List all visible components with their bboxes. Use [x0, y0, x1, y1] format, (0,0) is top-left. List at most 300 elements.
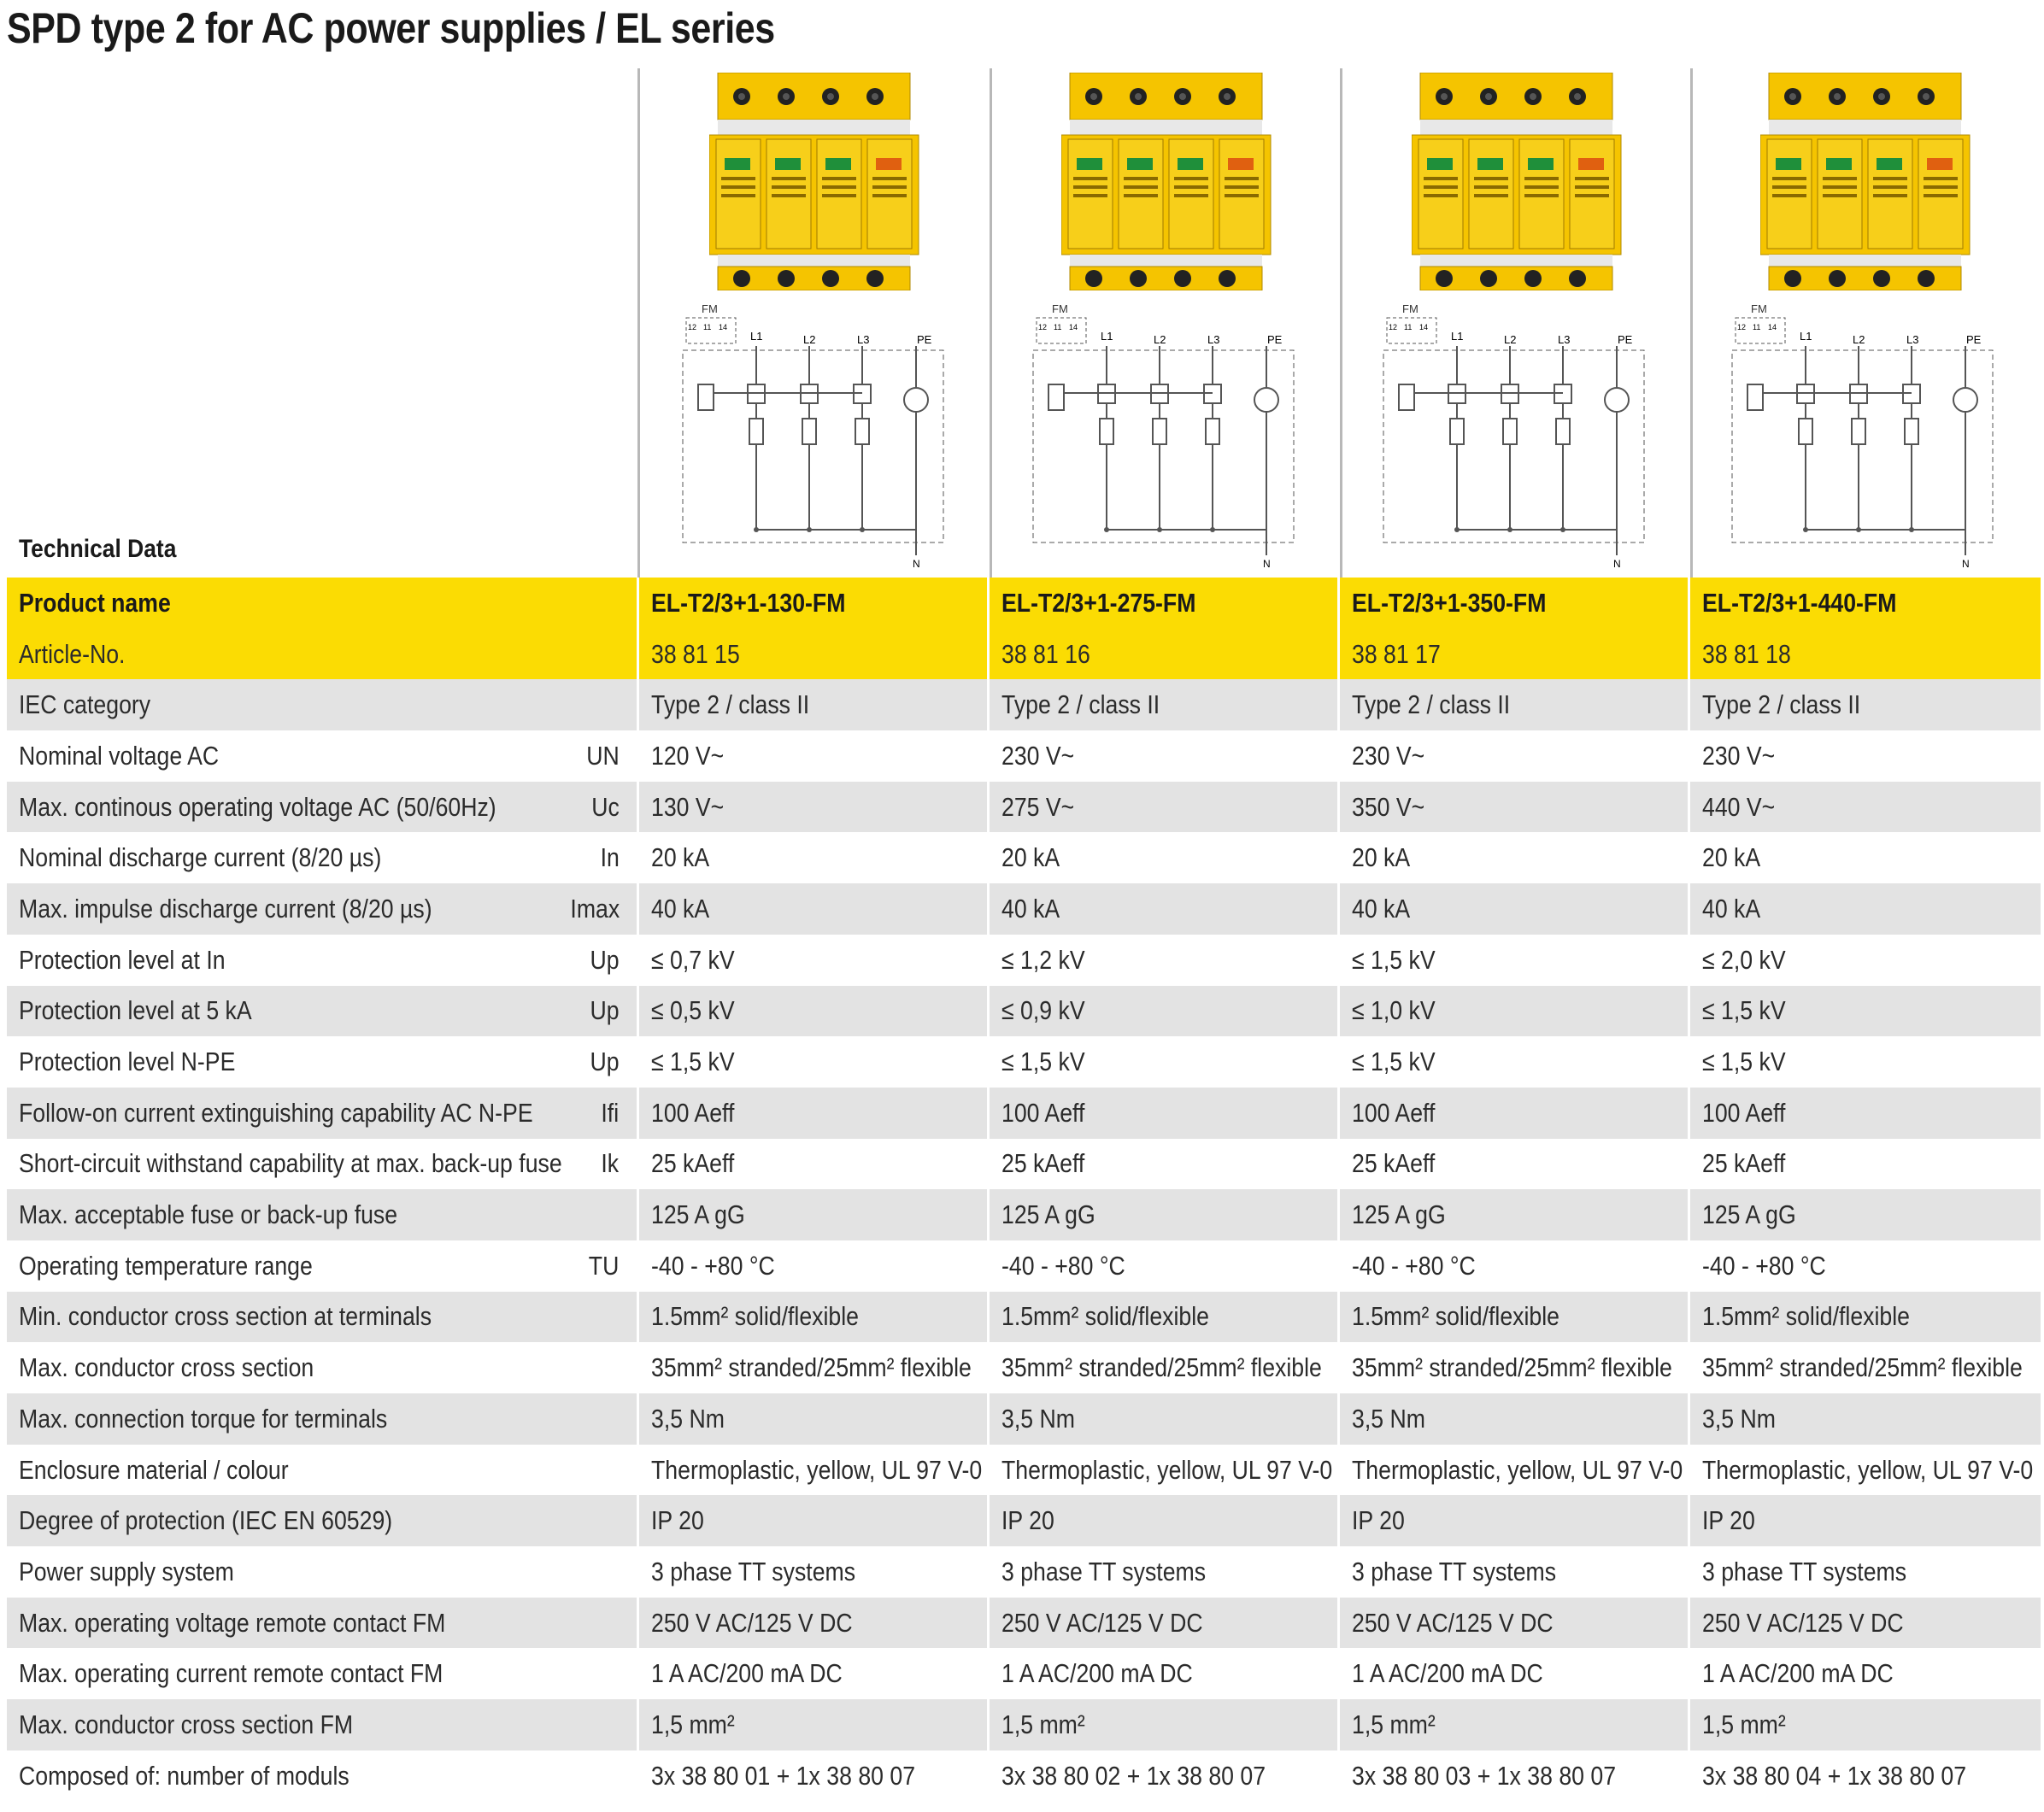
svg-text:N: N: [913, 558, 920, 568]
row-value-text: 120 V~: [650, 740, 724, 771]
row-label-text: IEC category: [19, 689, 151, 720]
row-symbol-text: Up: [590, 944, 620, 975]
row-symbol: [562, 986, 637, 1037]
row-value: [988, 986, 1338, 1037]
table-row: [7, 1495, 2041, 1546]
row-value-text: EL-T2/3+1-130-FM: [650, 587, 845, 618]
row-value: [1338, 730, 1689, 782]
svg-text:L3: L3: [1207, 333, 1220, 346]
row-symbol: [562, 832, 637, 883]
row-value-text: ≤ 0,9 kV: [1001, 995, 1085, 1026]
row-symbol: [562, 1240, 637, 1292]
row-value: [637, 1648, 988, 1699]
row-value-text: IP 20: [1701, 1505, 1755, 1536]
row-label-text: Follow-on current extinguishing capability AC N-PE: [19, 1097, 533, 1128]
row-label-text: Power supply system: [19, 1556, 234, 1586]
row-value-text: IP 20: [650, 1505, 704, 1536]
row-value: [1689, 1342, 2041, 1393]
svg-text:L1: L1: [1101, 330, 1113, 343]
svg-text:L3: L3: [857, 333, 870, 346]
row-value: [637, 730, 988, 782]
row-label-text: Nominal discharge current (8/20 µs): [19, 842, 382, 873]
table-row: [7, 1393, 2041, 1445]
row-value: [1338, 1598, 1689, 1649]
row-label: [7, 1445, 562, 1496]
row-value: [1689, 1240, 2041, 1292]
row-value-text: 1,5 mm²: [1351, 1709, 1436, 1739]
row-symbol: [562, 1495, 637, 1546]
table-row: [7, 1648, 2041, 1699]
row-value-text: 20 kA: [1001, 842, 1060, 873]
row-label: [7, 1088, 562, 1139]
row-label: [7, 1342, 562, 1393]
row-value: [1689, 629, 2041, 680]
row-value: [1338, 782, 1689, 833]
row-value-text: 230 V~: [1001, 740, 1074, 771]
row-label: [7, 832, 562, 883]
row-symbol: [562, 1393, 637, 1445]
row-value-text: 250 V AC/125 V DC: [1351, 1607, 1554, 1638]
row-value: [988, 1189, 1338, 1240]
row-value-text: ≤ 1,5 kV: [650, 1047, 735, 1077]
row-value-text: 125 A gG: [1001, 1199, 1095, 1230]
row-value-text: 1,5 mm²: [1701, 1709, 1786, 1739]
row-label: [7, 679, 562, 730]
table-row: [7, 1342, 2041, 1393]
row-label-text: Composed of: number of moduls: [19, 1760, 349, 1791]
row-value-text: Type 2 / class II: [1001, 689, 1160, 720]
row-value: [637, 1495, 988, 1546]
row-label-text: Article-No.: [19, 638, 126, 669]
row-value: [637, 1088, 988, 1139]
row-value: [1689, 578, 2041, 629]
svg-text:FM: FM: [1052, 302, 1068, 315]
technical-data-table: [7, 578, 2041, 1802]
row-value-text: 40 kA: [1001, 893, 1060, 924]
row-value: [1338, 1240, 1689, 1292]
row-value: [1689, 1598, 2041, 1649]
row-label-text: Protection level at In: [19, 944, 226, 975]
row-value-text: 38 81 16: [1001, 638, 1090, 669]
row-value: [1338, 1699, 1689, 1750]
row-value-text: 3x 38 80 02 + 1x 38 80 07: [1001, 1760, 1266, 1791]
row-value: [1689, 1088, 2041, 1139]
row-value-text: EL-T2/3+1-440-FM: [1701, 587, 1896, 618]
table-row: [7, 1546, 2041, 1598]
row-value: [988, 1342, 1338, 1393]
table-row: [7, 1036, 2041, 1088]
row-value-text: 1.5mm² solid/flexible: [1351, 1301, 1559, 1332]
row-label-text: Protection level at 5 kA: [19, 995, 252, 1026]
row-value-text: 3,5 Nm: [1701, 1403, 1776, 1434]
row-value: [1338, 1342, 1689, 1393]
row-value: [988, 679, 1338, 730]
table-row: [7, 1292, 2041, 1343]
row-value-text: 1,5 mm²: [1001, 1709, 1085, 1739]
row-symbol: [562, 730, 637, 782]
row-value: [1689, 1292, 2041, 1343]
row-value-text: 250 V AC/125 V DC: [1001, 1607, 1203, 1638]
svg-text:L2: L2: [1504, 333, 1517, 346]
row-value-text: 20 kA: [650, 842, 709, 873]
product-image-4: [1760, 73, 1974, 295]
row-value-text: 38 81 15: [650, 638, 740, 669]
row-value-text: 25 kAeff: [1001, 1148, 1084, 1179]
row-label: [7, 883, 562, 935]
row-label: [7, 629, 562, 680]
row-value: [988, 1292, 1338, 1343]
row-symbol: [562, 782, 637, 833]
svg-text:N: N: [1263, 558, 1271, 568]
column-divider: [1690, 68, 1693, 581]
row-value-text: ≤ 1,5 kV: [1001, 1047, 1085, 1077]
row-symbol: [562, 1546, 637, 1598]
svg-text:L3: L3: [1558, 333, 1571, 346]
row-value: [988, 1598, 1338, 1649]
row-value-text: 3 phase TT systems: [1351, 1556, 1556, 1586]
table-row: [7, 1598, 2041, 1649]
svg-text:PE: PE: [917, 333, 932, 346]
row-value-text: 125 A gG: [1701, 1199, 1796, 1230]
row-label-text: Max. operating current remote contact FM: [19, 1658, 443, 1689]
row-label: [7, 730, 562, 782]
row-label-text: Degree of protection (IEC EN 60529): [19, 1505, 393, 1536]
row-value: [988, 1546, 1338, 1598]
row-value: [637, 1342, 988, 1393]
section-label: Technical Data: [19, 535, 177, 563]
row-value-text: 1 A AC/200 mA DC: [1701, 1658, 1894, 1689]
table-row: [7, 1445, 2041, 1496]
row-value-text: 1 A AC/200 mA DC: [650, 1658, 843, 1689]
svg-text:11: 11: [703, 323, 712, 331]
row-value-text: 1.5mm² solid/flexible: [1701, 1301, 1910, 1332]
row-symbol-text: Uc: [590, 791, 620, 822]
row-symbol-text: Imax: [570, 893, 620, 924]
row-value: [637, 679, 988, 730]
row-symbol: [562, 629, 637, 680]
row-value: [1338, 1189, 1689, 1240]
row-label: [7, 1036, 562, 1088]
table-row: [7, 1189, 2041, 1240]
row-value: [1689, 782, 2041, 833]
row-label: [7, 782, 562, 833]
row-value: [1338, 1292, 1689, 1343]
row-label-text: Enclosure material / colour: [19, 1454, 289, 1485]
row-label-text: Max. impulse discharge current (8/20 µs): [19, 893, 432, 924]
row-value: [988, 883, 1338, 935]
row-symbol: [562, 935, 637, 986]
row-value: [988, 1750, 1338, 1802]
row-label: [7, 986, 562, 1037]
row-value-text: 230 V~: [1701, 740, 1775, 771]
row-value-text: 100 Aeff: [1351, 1097, 1435, 1128]
row-value: [1689, 1139, 2041, 1190]
row-value: [988, 1088, 1338, 1139]
row-value: [988, 1393, 1338, 1445]
row-symbol: [562, 1342, 637, 1393]
svg-text:L3: L3: [1906, 333, 1919, 346]
table-row: [7, 1240, 2041, 1292]
row-value: [1338, 629, 1689, 680]
row-symbol-text: UN: [585, 740, 620, 771]
row-value: [637, 1546, 988, 1598]
row-label-text: Short-circuit withstand capability at max. back-up fuse: [19, 1148, 562, 1179]
row-value-text: -40 - +80 °C: [650, 1250, 775, 1281]
row-value: [637, 1036, 988, 1088]
row-value: [988, 629, 1338, 680]
row-label: [7, 1495, 562, 1546]
row-value: [1689, 1648, 2041, 1699]
row-value-text: Type 2 / class II: [650, 689, 809, 720]
row-symbol-text: Ik: [601, 1148, 620, 1179]
row-value: [1689, 1750, 2041, 1802]
row-value-text: 1,5 mm²: [650, 1709, 735, 1739]
row-label-text: Max. acceptable fuse or back-up fuse: [19, 1199, 398, 1230]
svg-text:FM: FM: [1751, 302, 1767, 315]
row-value-text: 1 A AC/200 mA DC: [1351, 1658, 1543, 1689]
row-value: [1338, 1393, 1689, 1445]
row-value-text: 25 kAeff: [1351, 1148, 1435, 1179]
table-row: [7, 1139, 2041, 1190]
row-value-text: 3x 38 80 03 + 1x 38 80 07: [1351, 1760, 1616, 1791]
table-row: [7, 782, 2041, 833]
row-label: [7, 1189, 562, 1240]
row-value-text: 130 V~: [650, 791, 724, 822]
row-symbol: [562, 1445, 637, 1496]
row-value-text: 3 phase TT systems: [650, 1556, 855, 1586]
row-value-text: ≤ 1,2 kV: [1001, 944, 1085, 975]
row-value-text: 35mm² stranded/25mm² flexible: [1001, 1352, 1322, 1383]
row-value: [637, 832, 988, 883]
row-value-text: 35mm² stranded/25mm² flexible: [650, 1352, 972, 1383]
column-divider: [637, 68, 640, 581]
row-value-text: 20 kA: [1701, 842, 1760, 873]
row-symbol-text: Up: [590, 995, 620, 1026]
row-label: [7, 935, 562, 986]
row-value: [637, 1699, 988, 1750]
row-value: [1338, 832, 1689, 883]
row-value-text: ≤ 2,0 kV: [1701, 944, 1786, 975]
row-value: [1689, 1189, 2041, 1240]
row-label-text: Max. continous operating voltage AC (50/60Hz): [19, 791, 496, 822]
svg-text:N: N: [1962, 558, 1970, 568]
row-label: [7, 1546, 562, 1598]
row-value-text: ≤ 1,5 kV: [1351, 944, 1436, 975]
row-value: [637, 986, 988, 1037]
row-value: [1338, 578, 1689, 629]
row-value: [988, 1036, 1338, 1088]
row-symbol-text: TU: [588, 1250, 620, 1281]
row-label-text: Operating temperature range: [19, 1250, 313, 1281]
svg-text:14: 14: [1419, 323, 1429, 331]
table-row: [7, 1750, 2041, 1802]
table-row: [7, 986, 2041, 1037]
row-value-text: 3x 38 80 01 + 1x 38 80 07: [650, 1760, 915, 1791]
row-symbol-text: In: [600, 842, 620, 873]
row-value-text: 40 kA: [1701, 893, 1760, 924]
wiring-diagram-3: [1380, 299, 1662, 572]
row-value-text: ≤ 1,5 kV: [1351, 1047, 1436, 1077]
svg-text:14: 14: [719, 323, 728, 331]
row-label-text: Max. conductor cross section: [19, 1352, 314, 1383]
row-value: [637, 578, 988, 629]
row-value-text: Thermoplastic, yellow, UL 97 V-0: [1001, 1454, 1332, 1485]
row-value-text: IP 20: [1001, 1505, 1054, 1536]
svg-text:12: 12: [1389, 323, 1398, 331]
row-value-text: 1.5mm² solid/flexible: [1001, 1301, 1209, 1332]
row-value-text: 275 V~: [1001, 791, 1074, 822]
row-symbol: [562, 1750, 637, 1802]
row-value: [1689, 730, 2041, 782]
row-value-text: Thermoplastic, yellow, UL 97 V-0: [1701, 1454, 2033, 1485]
svg-text:FM: FM: [702, 302, 718, 315]
row-value: [1689, 935, 2041, 986]
row-value-text: Thermoplastic, yellow, UL 97 V-0: [650, 1454, 982, 1485]
row-value: [988, 1240, 1338, 1292]
table-row: [7, 1699, 2041, 1750]
svg-text:PE: PE: [1267, 333, 1283, 346]
row-value-text: -40 - +80 °C: [1001, 1250, 1125, 1281]
svg-text:12: 12: [688, 323, 697, 331]
row-value: [637, 1598, 988, 1649]
svg-text:PE: PE: [1966, 333, 1982, 346]
row-value: [988, 1445, 1338, 1496]
row-value-text: 100 Aeff: [1701, 1097, 1785, 1128]
row-symbol: [562, 1648, 637, 1699]
row-label: [7, 1292, 562, 1343]
row-value-text: ≤ 1,5 kV: [1701, 995, 1786, 1026]
row-label-text: Nominal voltage AC: [19, 740, 220, 771]
row-value: [1338, 883, 1689, 935]
row-label: [7, 1648, 562, 1699]
row-label: [7, 1393, 562, 1445]
row-label: [7, 578, 562, 629]
svg-text:14: 14: [1069, 323, 1078, 331]
row-value-text: 250 V AC/125 V DC: [1701, 1607, 1904, 1638]
row-value: [1689, 1699, 2041, 1750]
row-value: [1338, 1648, 1689, 1699]
row-label: [7, 1598, 562, 1649]
wiring-diagram-2: [1030, 299, 1312, 572]
row-value-text: -40 - +80 °C: [1701, 1250, 1826, 1281]
row-value: [1338, 1036, 1689, 1088]
column-divider: [990, 68, 992, 581]
row-value: [637, 935, 988, 986]
table-row: [7, 1088, 2041, 1139]
row-value: [1689, 1445, 2041, 1496]
row-value-text: 230 V~: [1351, 740, 1424, 771]
row-symbol: [562, 1189, 637, 1240]
row-value-text: 3x 38 80 04 + 1x 38 80 07: [1701, 1760, 1966, 1791]
row-value-text: 440 V~: [1701, 791, 1775, 822]
row-value-text: 3,5 Nm: [1351, 1403, 1425, 1434]
row-value: [1689, 1036, 2041, 1088]
row-value-text: 3 phase TT systems: [1001, 1556, 1206, 1586]
svg-text:L2: L2: [1154, 333, 1166, 346]
row-value: [1689, 883, 2041, 935]
table-row: [7, 679, 2041, 730]
row-value: [1689, 1495, 2041, 1546]
row-value: [1689, 1546, 2041, 1598]
row-value-text: 350 V~: [1351, 791, 1424, 822]
table-row: [7, 578, 2041, 629]
row-label: [7, 1699, 562, 1750]
row-value-text: Thermoplastic, yellow, UL 97 V-0: [1351, 1454, 1683, 1485]
svg-text:11: 11: [1054, 323, 1062, 331]
row-value-text: -40 - +80 °C: [1351, 1250, 1476, 1281]
row-value-text: 40 kA: [650, 893, 709, 924]
row-value-text: ≤ 0,5 kV: [650, 995, 735, 1026]
row-label-text: Protection level N-PE: [19, 1047, 236, 1077]
row-symbol: [562, 1699, 637, 1750]
row-value: [988, 1648, 1338, 1699]
row-value: [1338, 986, 1689, 1037]
row-value-text: EL-T2/3+1-275-FM: [1001, 587, 1195, 618]
row-label: [7, 1750, 562, 1802]
row-value: [988, 1699, 1338, 1750]
row-value: [637, 1240, 988, 1292]
row-value-text: 25 kAeff: [650, 1148, 734, 1179]
row-value: [1689, 1393, 2041, 1445]
row-value-text: 1 A AC/200 mA DC: [1001, 1658, 1193, 1689]
row-value-text: 3,5 Nm: [1001, 1403, 1075, 1434]
row-label-text: Max. conductor cross section FM: [19, 1709, 354, 1739]
table-row: [7, 730, 2041, 782]
row-value-text: 250 V AC/125 V DC: [650, 1607, 853, 1638]
svg-text:L1: L1: [750, 330, 763, 343]
svg-text:11: 11: [1404, 323, 1413, 331]
svg-text:L1: L1: [1451, 330, 1464, 343]
product-image-1: [709, 73, 923, 295]
svg-text:L2: L2: [1853, 333, 1865, 346]
row-value-text: 100 Aeff: [1001, 1097, 1084, 1128]
table-row: [7, 832, 2041, 883]
wiring-diagram-4: [1729, 299, 2011, 572]
row-value: [1338, 1546, 1689, 1598]
row-value-text: 38 81 17: [1351, 638, 1441, 669]
row-value-text: EL-T2/3+1-350-FM: [1351, 587, 1546, 618]
row-symbol-text: Ifi: [601, 1097, 620, 1128]
row-symbol: [562, 1036, 637, 1088]
row-symbol: [562, 1292, 637, 1343]
row-value-text: 40 kA: [1351, 893, 1410, 924]
row-value: [1338, 935, 1689, 986]
row-value-text: IP 20: [1351, 1505, 1405, 1536]
row-value-text: ≤ 1,0 kV: [1351, 995, 1436, 1026]
row-value: [637, 883, 988, 935]
row-value-text: ≤ 1,5 kV: [1701, 1047, 1786, 1077]
row-label-text: Product name: [19, 587, 171, 618]
row-value: [988, 1139, 1338, 1190]
row-value: [988, 782, 1338, 833]
row-value: [1338, 1088, 1689, 1139]
row-value: [1338, 1445, 1689, 1496]
row-label-text: Max. connection torque for terminals: [19, 1403, 388, 1434]
row-value: [1338, 1750, 1689, 1802]
row-symbol: [562, 679, 637, 730]
table-row: [7, 883, 2041, 935]
row-value: [1689, 986, 2041, 1037]
row-value-text: 25 kAeff: [1701, 1148, 1785, 1179]
column-divider: [1340, 68, 1342, 581]
table-row: [7, 629, 2041, 680]
row-value-text: 1.5mm² solid/flexible: [650, 1301, 859, 1332]
row-value-text: 35mm² stranded/25mm² flexible: [1701, 1352, 2023, 1383]
row-value: [637, 629, 988, 680]
row-label: [7, 1139, 562, 1190]
row-value-text: 125 A gG: [1351, 1199, 1446, 1230]
row-value: [1689, 679, 2041, 730]
